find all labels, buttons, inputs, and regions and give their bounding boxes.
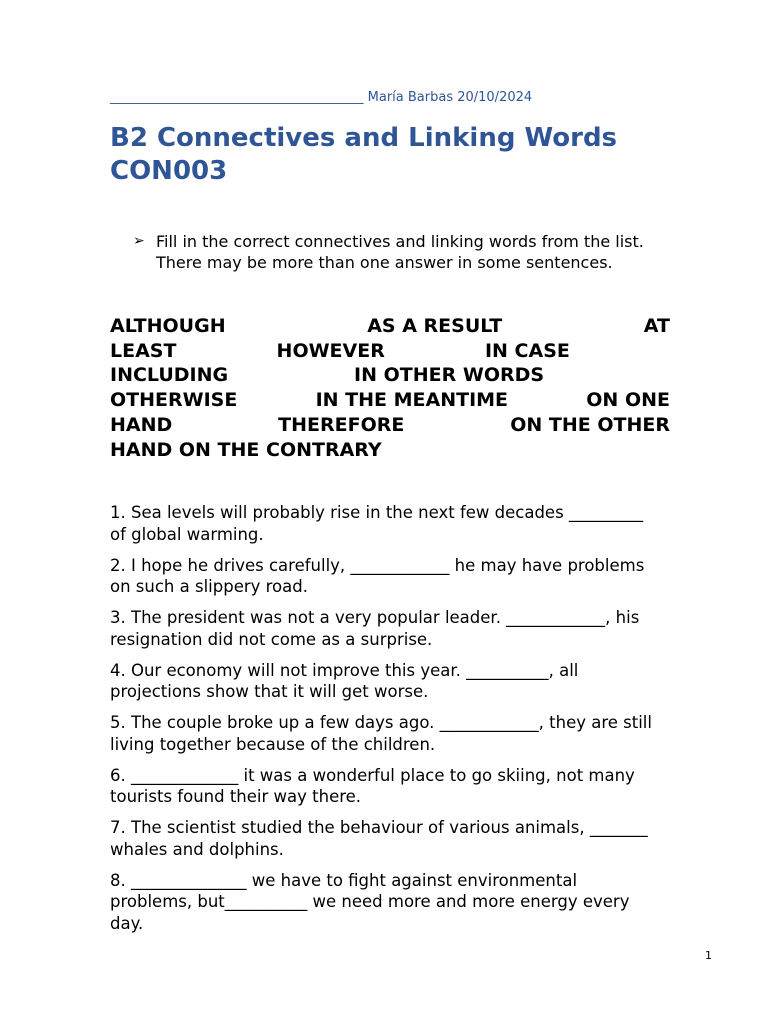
exercise-item-5 [110,712,710,755]
word-bank-item: HAND [110,413,173,436]
exercise-item-8 [110,870,710,935]
word-bank-item: AS A RESULT [367,315,503,337]
word-bank-line-2 [110,339,670,364]
exercise-list [110,502,710,944]
exercise-item-2 [110,555,710,598]
exercise-line: 3. The president was not a very popular leader. ____________, his [110,608,640,627]
exercise-line: tourists found their way there. [110,787,362,806]
exercise-line: 2. I hope he drives carefully, ____________ he may have problems [110,555,645,575]
exercise-line: day. [110,913,144,933]
word-bank-item: IN CASE [484,339,570,362]
word-bank-item: ON ONE [586,389,670,412]
word-bank [110,314,670,462]
instruction-line-2: There may be more than one answer in some sentences. [156,253,613,272]
word-bank-item: OTHERWISE [110,389,238,412]
word-bank-item: ALTHOUGH [110,315,226,337]
word-bank-line-6 [110,438,670,463]
exercise-line: 1. Sea levels will probably rise in the next few decades _________ [110,503,644,522]
word-bank-item: IN THE MEANTIME [315,389,509,412]
word-bank-item: INCLUDING [110,364,229,387]
exercise-line: 6. _____________ it was a wonderful place to go skiing, not many [110,765,635,785]
exercise-line: 4. Our economy will not improve this year. __________, all [110,660,579,680]
arrow-bullet-icon: ➢ [133,233,145,249]
exercise-item-4 [110,660,710,703]
exercise-line: problems, but__________ we need more and more energy every [110,892,630,911]
word-bank-item: AT [643,315,670,337]
exercise-line: 7. The scientist studied the behaviour of various animals, _______ [110,818,648,837]
document-title [110,122,710,188]
exercise-item-1 [110,502,710,545]
word-bank-item: HOWEVER [276,339,385,362]
title-line-2: CON003 [110,156,228,186]
exercise-line: resignation did not come as a surprise. [110,629,433,649]
word-bank-item: ON THE OTHER [510,413,670,436]
word-bank-line-4 [110,388,670,413]
word-bank-line-5 [110,413,670,438]
word-bank-line-3 [110,363,670,388]
instruction-item [133,231,733,273]
page-number: 1 [705,949,712,962]
student-name-date-line: _______________________________________ María Barbas 20/10/2024 [110,90,533,105]
word-bank-item: IN OTHER WORDS [354,364,545,387]
exercise-item-3 [110,607,710,650]
word-bank-item: LEAST [110,339,177,362]
exercise-line: living together because of the children. [110,734,436,754]
exercise-item-6 [110,765,710,808]
exercise-line: 5. The couple broke up a few days ago. ____________, they are still [110,713,652,732]
word-bank-item: THEREFORE [278,413,405,436]
exercise-item-7 [110,817,710,860]
exercise-line: of global warming. [110,524,264,544]
exercise-line: 8. ______________ we have to fight against environmental [110,870,578,890]
instruction-line-1: Fill in the correct connectives and linking words from the list. [156,232,644,251]
exercise-line: whales and dolphins. [110,839,284,859]
exercise-line: on such a slippery road. [110,577,308,596]
title-line-1: B2 Connectives and Linking Words [110,123,618,153]
exercise-line: projections show that it will get worse. [110,682,429,701]
word-bank-item: HAND ON THE CONTRARY [110,438,382,461]
word-bank-line-1 [110,314,670,339]
